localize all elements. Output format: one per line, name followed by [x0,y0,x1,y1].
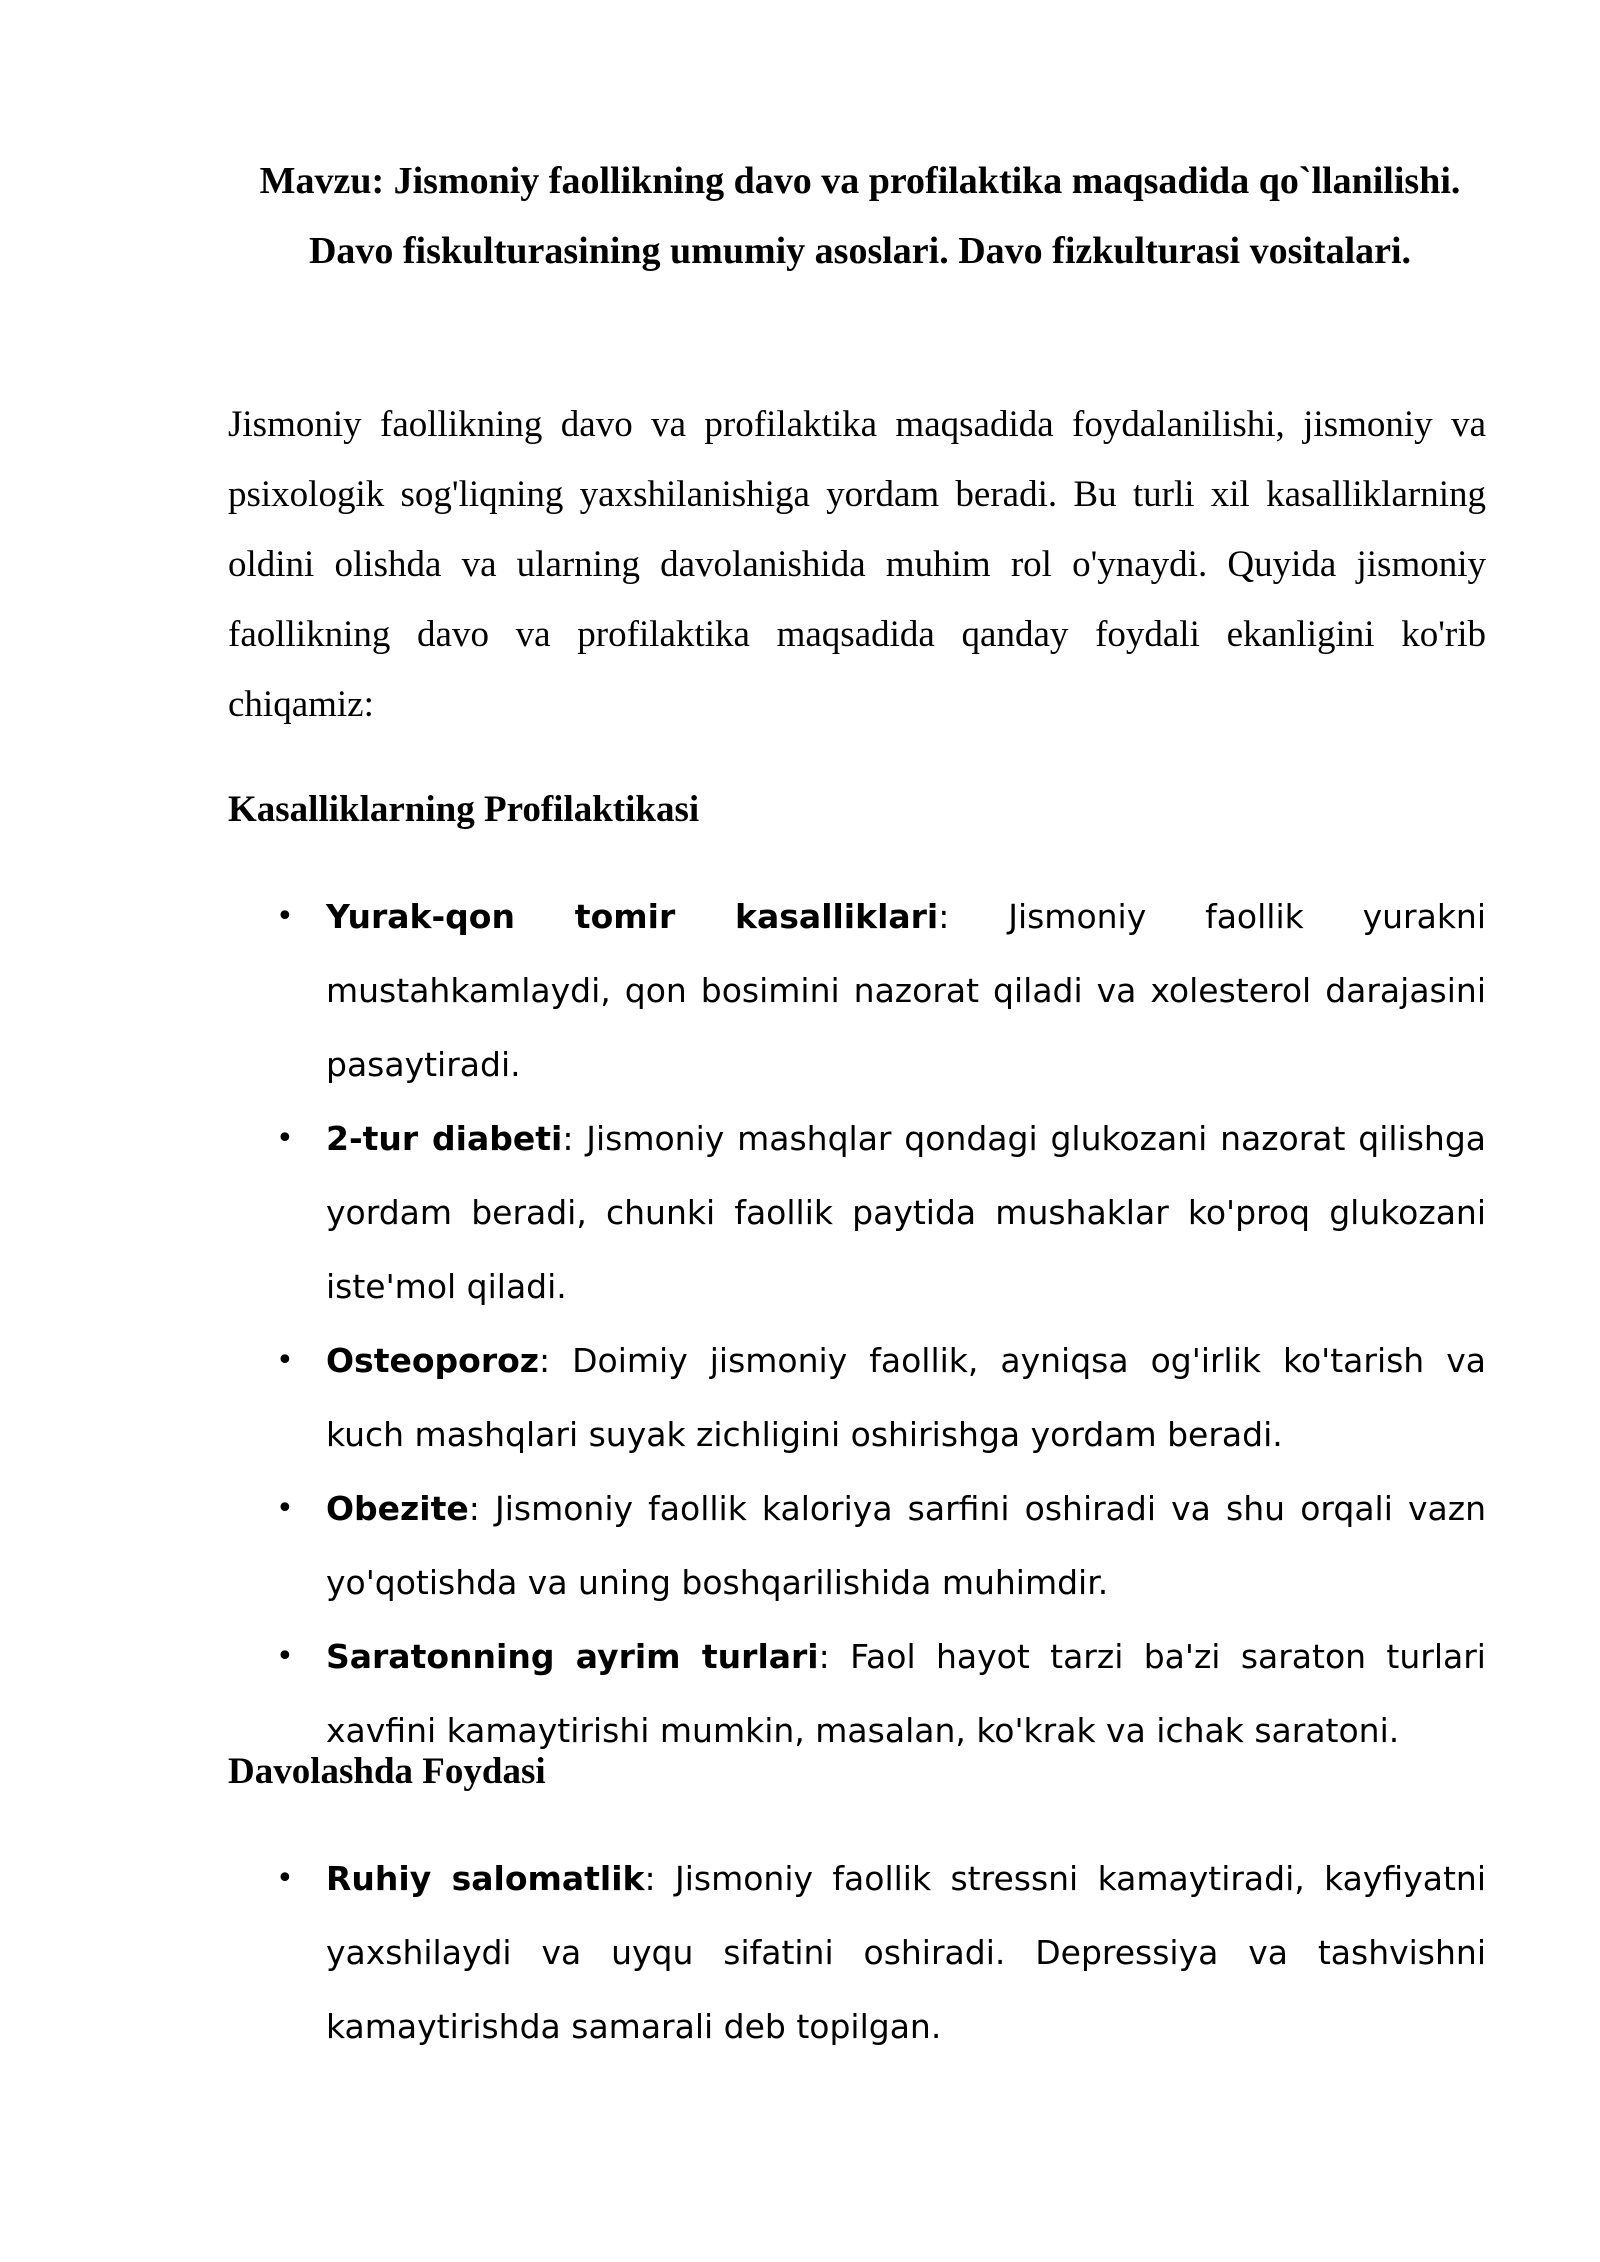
prevention-list [228,880,1486,1768]
list-item-term: Ruhiy salomatlik [326,1859,645,1898]
list-item-text: : Jismoniy faollik stressni kamaytiradi, kayfiyatni yaxshilaydi va uyqu sifatini oshiradi. Depressiya va tashvishni kamaytirishda samarali deb topilgan. [326,1859,1486,2046]
list-item [228,1102,1486,1324]
list-item-text: : Jismoniy faollik yurakni mustahkamlaydi, qon bosimini nazorat qiladi va xolesterol darajasini pasaytiradi. [326,897,1487,1084]
list-item [228,1324,1486,1472]
list-item-text: : Jismoniy mashqlar qondagi glukozani nazorat qilishga yordam beradi, chunki faollik paytida mushaklar ko'proq glukozani iste'mol qiladi. [326,1119,1486,1306]
document-title: Mavzu: Jismoniy faollikning davo va profilaktika maqsadida qo`llanilishi. Davo fiskulturasining umumiy asoslari. Davo fizkulturasi vositalari. [259,160,1461,272]
section-heading-prevention: Kasalliklarning Profilaktikasi [228,789,700,830]
list-item [228,1842,1486,2064]
list-item-term: Yurak-qon tomir kasalliklari [326,897,939,936]
list-item-text: : Jismoniy faollik kaloriya sarfini oshiradi va shu orqali vazn yo'qotishda va uning boshqarilishida muhimdir. [326,1489,1486,1602]
list-item [228,880,1486,1102]
list-item-term: Obezite [326,1489,469,1528]
list-item-text: : Faol hayot tarzi ba'zi saraton turlari xavfini kamaytirishi mumkin, masalan, ko'krak va ichak saratoni. [326,1637,1486,1750]
intro-paragraph: Jismoniy faollikning davo va profilaktika maqsadida foydalanilishi, jismoniy va psixologik sog'liqning yaxshilanishiga yordam beradi. Bu turli xil kasalliklarning oldini olishda va ularning davolanishida muhim rol o'ynaydi. Quyida jismoniy faollikning davo va profilaktika maqsadida qanday foydali ekanligini ko'rib chiqamiz: [228,404,1486,725]
list-item [228,1472,1486,1620]
list-item-term: Saratonning ayrim turlari [326,1637,819,1676]
list-item-term: Osteoporoz [326,1341,539,1380]
treatment-list [228,1842,1486,2064]
list-item-text: : Doimiy jismoniy faollik, ayniqsa og'irlik ko'tarish va kuch mashqlari suyak zichligini oshirishga yordam beradi. [326,1341,1486,1454]
list-item-term: 2-tur diabeti [326,1119,563,1158]
section-heading-treatment: Davolashda Foydasi [228,1751,546,1792]
